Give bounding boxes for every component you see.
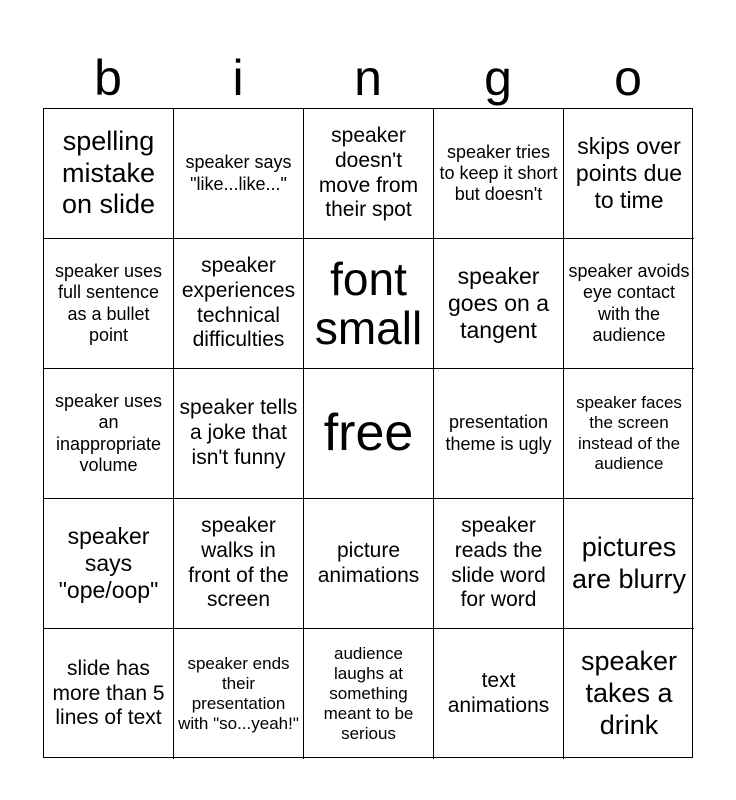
bingo-cell[interactable]: skips over points due to time <box>564 109 694 239</box>
bingo-cell[interactable]: speaker takes a drink <box>580 646 678 740</box>
bingo-cell[interactable]: speaker tries to keep it short but doesn't <box>434 109 564 239</box>
bingo-cell[interactable]: speaker uses full sentence as a bullet point <box>44 239 174 369</box>
bingo-cell[interactable]: speaker walks in front of the screen <box>174 499 304 629</box>
header-letter-g: g <box>484 50 512 106</box>
bingo-cell[interactable]: presentation theme is ugly <box>434 369 564 499</box>
bingo-cell[interactable]: slide has more than 5 lines of text <box>44 629 174 759</box>
bingo-cell[interactable]: speaker uses an inappropriate volume <box>44 369 174 499</box>
bingo-cell[interactable]: speaker avoids eye contact with the audience <box>564 239 694 369</box>
bingo-cell[interactable]: speaker experiences technical difficulties <box>174 239 304 369</box>
bingo-cell[interactable]: speaker says "like...like..." <box>174 109 304 239</box>
bingo-cell[interactable]: font small <box>304 239 434 369</box>
bingo-cell[interactable]: speaker ends their presentation with "so...yeah!" <box>174 629 304 759</box>
header-letter-b: b <box>94 50 122 106</box>
bingo-cell[interactable]: speaker says "ope/oop" <box>44 499 174 629</box>
bingo-cell[interactable]: speaker reads the slide word for word <box>434 499 564 629</box>
bingo-cell[interactable]: text animations <box>434 629 564 759</box>
header-letter-n: n <box>354 50 382 106</box>
header-letter-i: i <box>232 50 244 106</box>
bingo-cell[interactable]: audience laughs at something meant to be serious <box>304 629 434 759</box>
bingo-cell[interactable]: picture animations <box>304 499 434 629</box>
header-letter-o: o <box>614 50 642 106</box>
bingo-header <box>43 48 693 108</box>
bingo-board <box>43 108 693 758</box>
bingo-cell[interactable]: speaker faces the screen instead of the audience <box>564 369 694 499</box>
free-space-cell[interactable]: free <box>304 369 434 499</box>
bingo-cell[interactable]: pictures are blurry <box>564 499 694 629</box>
bingo-cell[interactable]: speaker tells a joke that isn't funny <box>174 369 304 499</box>
bingo-cell[interactable]: spelling mistake on slide <box>44 109 174 239</box>
bingo-cell[interactable]: speaker doesn't move from their spot <box>304 109 434 239</box>
bingo-cell[interactable]: speaker goes on a tangent <box>434 239 564 369</box>
